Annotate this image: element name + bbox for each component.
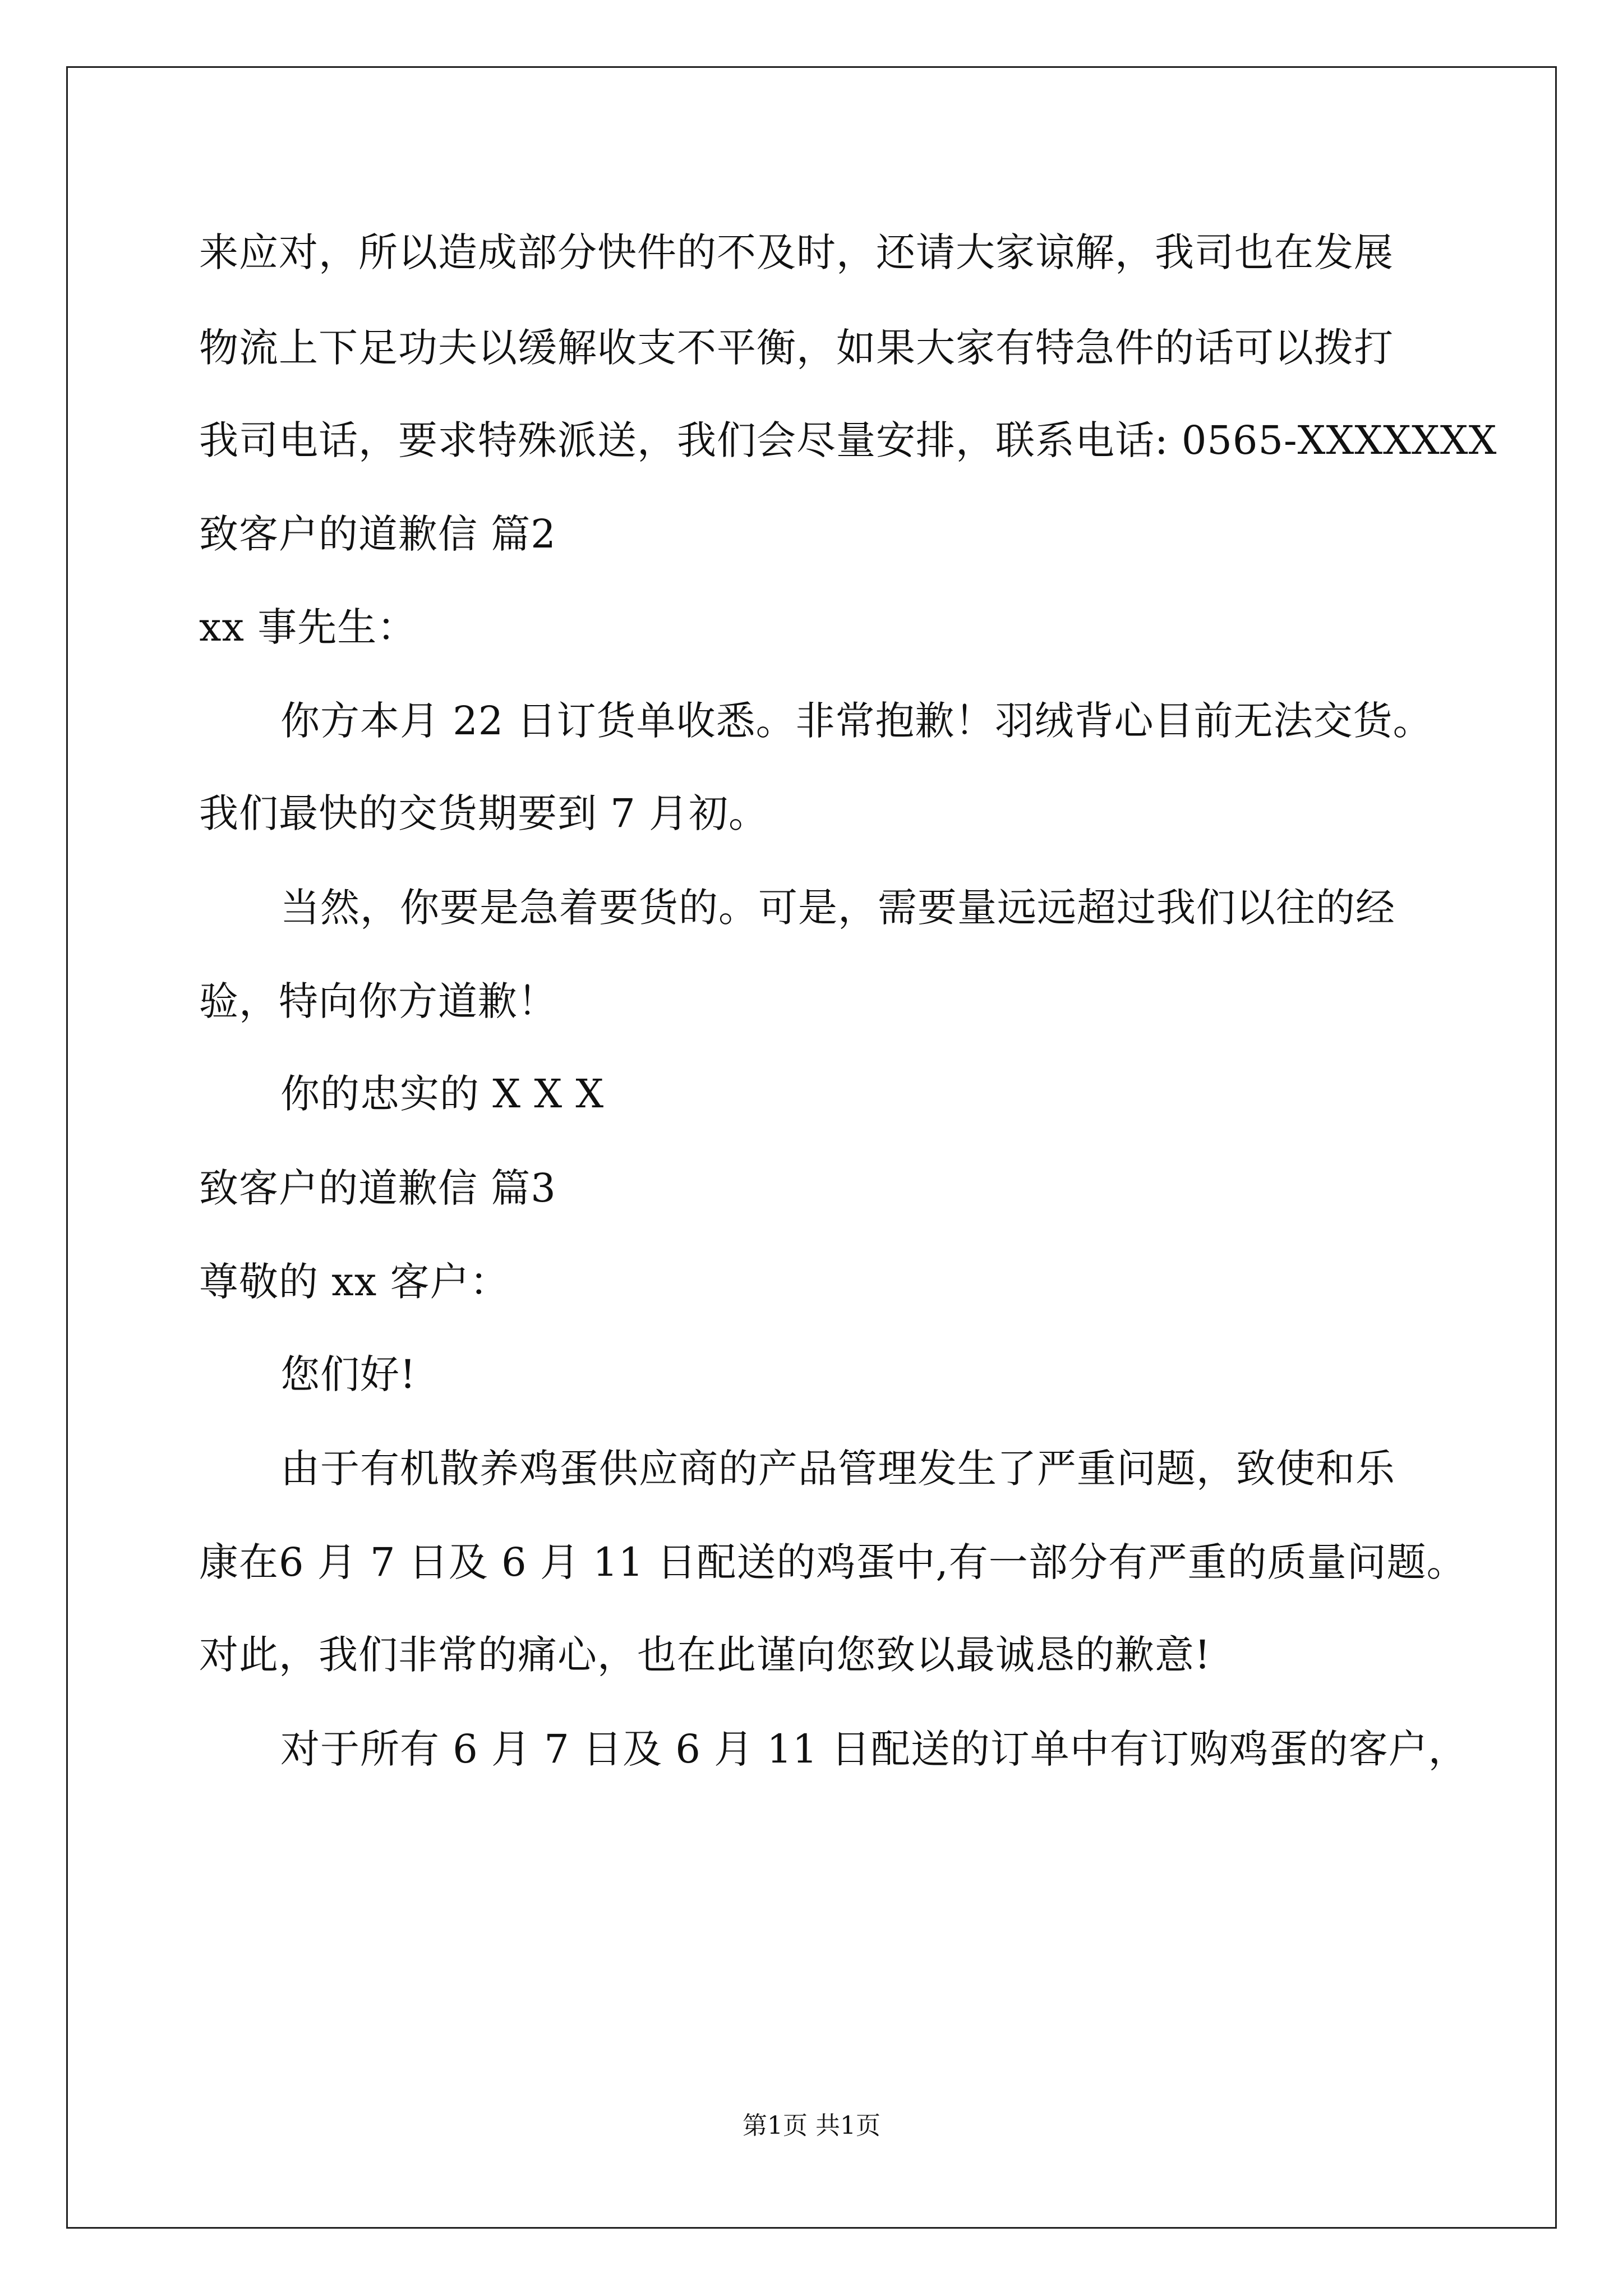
text-line-1: 来应对，所以造成部分快件的不及时，还请大家谅解，我司也在发展: [199, 229, 1394, 275]
page-footer: 第1页 共1页: [743, 2111, 880, 2140]
greeting: 您们好!: [280, 1351, 417, 1397]
text-line-2: 物流上下足功夫以缓解收支不平衡，如果大家有特急件的话可以拨打: [199, 325, 1394, 371]
paragraph-4-line-1: 对于所有 6 月 7 日及 6 月 11 日配送的订单中有订购鸡蛋的客户，: [280, 1726, 1468, 1772]
paragraph-1-line-2: 我们最快的交货期要到 7 月初。: [199, 790, 769, 836]
paragraph-2-line-2: 验，特向你方道歉！: [199, 978, 557, 1024]
text-line-3: 我司电话，要求特殊派送，我们会尽量安排，联系电话: 0565-XXXXXXX: [199, 417, 1497, 463]
paragraph-3-line-1: 由于有机散养鸡蛋供应商的产品管理发生了严重问题，致使和乐: [280, 1446, 1395, 1492]
paragraph-2-line-1: 当然，你要是急着要货的。可是，需要量远远超过我们以往的经: [280, 885, 1395, 931]
paragraph-3-line-3: 对此，我们非常的痛心，也在此谨向您致以最诚恳的歉意!: [199, 1632, 1211, 1678]
signature: 你的忠实的 X X X: [280, 1071, 605, 1117]
section-heading-2: 致客户的道歉信 篇2: [199, 511, 556, 557]
section-heading-3: 致客户的道歉信 篇3: [199, 1165, 556, 1211]
salutation-2: 尊敬的 xx 客户：: [199, 1259, 510, 1305]
paragraph-1-line-1: 你方本月 22 日订货单收悉。非常抱歉！羽绒背心目前无法交货。: [280, 698, 1433, 744]
salutation-1: xx 事先生：: [199, 604, 417, 650]
page-border: [66, 66, 1557, 2229]
paragraph-3-line-2: 康在6 月 7 日及 6 月 11 日配送的鸡蛋中,有一部分有严重的质量问题。: [199, 1539, 1467, 1585]
